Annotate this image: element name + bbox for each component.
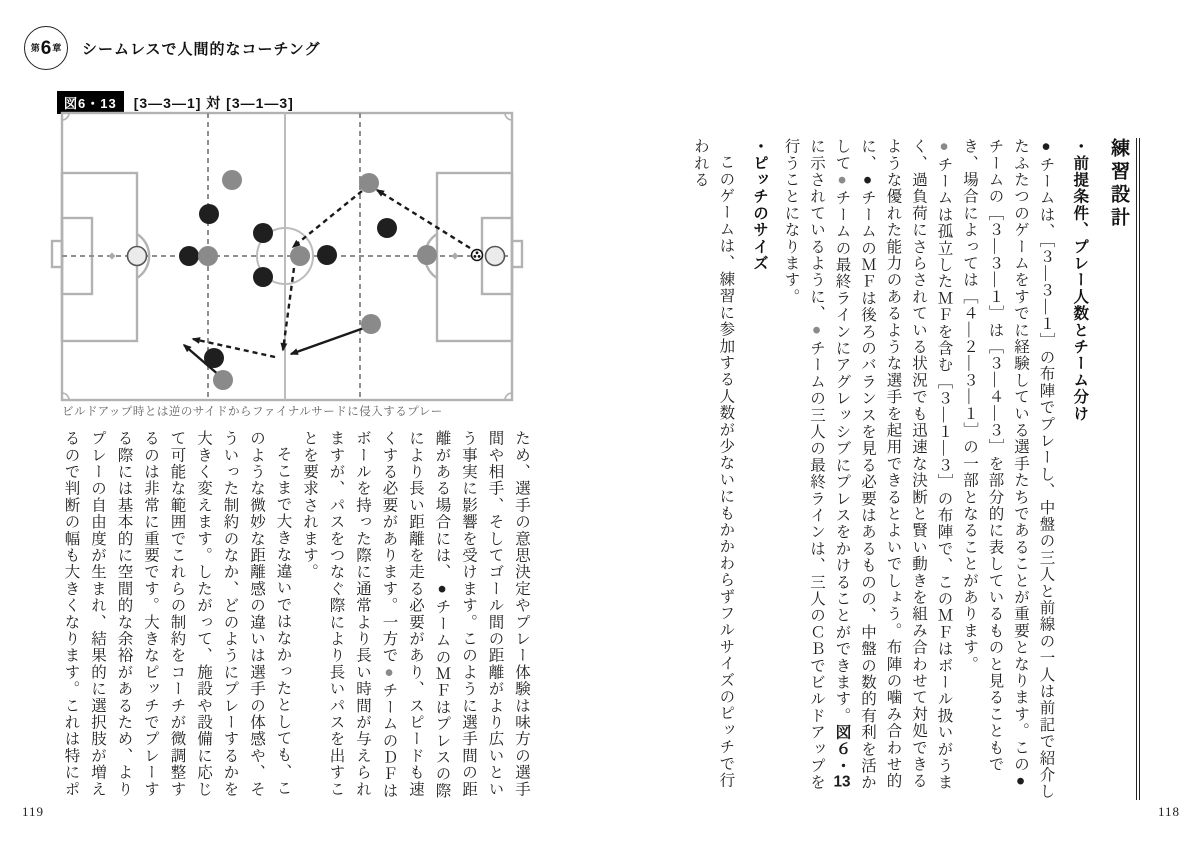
text-segment: チームの三人の最終ラインは、三人のＣＢでビルドアップを行うことになります。: [782, 138, 826, 791]
player-gray: [198, 246, 218, 266]
team-black-marker: ●: [1037, 138, 1055, 157]
page-number-left: 119: [22, 804, 45, 819]
text-segment: このゲームは、練習に参加する人数が少ないにもかかわらずフルサイズのピッチで行われる: [691, 138, 735, 789]
ball-pattern: [476, 251, 479, 254]
figure-caption: ビルドアップ時とは逆のサイドからファイナルサードに侵入するプレー: [62, 406, 443, 418]
text-segment: チームのＭＦはプレスの際により長い距離を走る必要があり、スピードも速くする必要があります。一方で: [380, 430, 451, 799]
ball-pattern: [478, 255, 481, 258]
player-gray: [361, 314, 381, 334]
players: [128, 170, 505, 390]
chapter-header: [24, 26, 321, 70]
team-gray-marker: ●: [935, 138, 953, 157]
penalty-spot: [108, 252, 115, 259]
right-page-text: [688, 138, 1140, 800]
player-black: [179, 246, 199, 266]
team-gray-marker: ●: [808, 321, 826, 340]
subsection-heading: ・ピッチのサイズ: [751, 138, 769, 272]
section-heading: 練習設計: [1106, 138, 1140, 800]
paragraph: [57, 430, 296, 802]
chapter-badge: [24, 26, 68, 70]
page-number-right: 118: [1157, 804, 1180, 819]
text-segment: チームの最終ラインにアグレッシブにプレスをかけることができます。: [833, 189, 851, 725]
text-segment: チームの［３―３―１］は［３―４―３］を部分的に表しているものと見ることもでき、場合によっては［４―２―３―１］の一部となることがあります。: [961, 138, 1004, 773]
player-black: [204, 348, 224, 368]
text-segment: そこまで大きな違いではなかったとしても、このような微妙な距離感の違いは選手の体感や、そういった制約のなか、どのようにプレーするかを大きく変えます。したがって、施設や設備に応じて可能な範囲でこれらの制約をコーチが微調整するのは非常に重要です。大きなピッチでプレーする際には基本的に空間的な余裕があるため、よりプレーの自由度が生まれ、結果的に選択肢が増えるので判断の幅も大きくなります。これは特にポ: [62, 430, 292, 798]
player-gray: [359, 173, 379, 193]
left-page-text: [52, 430, 534, 802]
play-arrows: [184, 190, 470, 376]
chapter-title: シームレスで人間的なコーチング: [82, 40, 321, 58]
goalkeeper: [128, 247, 147, 266]
chapter-suffix: 章: [52, 42, 62, 53]
player-gray: [290, 246, 310, 266]
paragraph: [957, 138, 1059, 800]
subsection-heading: ・前提条件、プレー人数とチーム分け: [1071, 138, 1089, 422]
player-black: [317, 245, 337, 265]
team-gray-marker: ●: [833, 171, 851, 190]
text-segment: に示されているように、: [808, 138, 826, 322]
team-black-marker: ●: [1012, 772, 1030, 791]
text-segment: チームのＭＦは後ろのバランスを見る必要はあるものの、中盤の数的有利を活かして: [833, 138, 877, 791]
text-segment: チームは、［３―３―１］の布陣でプレーし、中盤の三人と前線の一人は前記で紹介したふたつのゲームをすでに経験している選手たちであることが重要となります。この: [1012, 138, 1055, 800]
ball-pattern: [474, 255, 477, 258]
chapter-prefix: 第: [30, 42, 40, 53]
text-segment: チームは孤立したＭＦを含む［３―１―３］の布陣で、このＭＦはボール扱いがうまく、過負荷にさらされている状況でも迅速な決断と賢い動きを組み合わせて対処できるような優れた能力のあるような選手を起用できるとよいでしょう。布陣の噛み合わせ的に、: [859, 138, 953, 791]
run-arrow-solid: [291, 328, 364, 354]
goalkeeper: [486, 247, 505, 266]
player-black: [199, 204, 219, 224]
ball-icon: [472, 250, 483, 261]
penalty-spot: [451, 252, 458, 259]
pass-arrow-dashed: [293, 191, 362, 247]
paragraph: [778, 138, 957, 800]
player-black: [253, 223, 273, 243]
team-gray-marker: ●: [380, 663, 398, 683]
paragraph: [687, 138, 738, 800]
paragraph: [296, 430, 535, 802]
player-gray: [213, 370, 233, 390]
figure-tag: 図6・13: [57, 91, 124, 114]
figure-title: [3—3—1] 対 [3—1—3]: [133, 94, 294, 111]
text-segment: チームのＤＦはボールを持った際に通常より長い時間が与えられますが、パスをつなぐ際により長いパスを出すことを要求されます。: [301, 430, 398, 799]
team-black-marker: ●: [433, 580, 451, 599]
player-gray: [222, 170, 242, 190]
player-gray: [417, 245, 437, 265]
text-segment: 図６・: [833, 724, 851, 775]
pitch-diagram: [50, 106, 524, 407]
player-black: [377, 218, 397, 238]
player-black: [253, 267, 273, 287]
text-segment: ため、選手の意思決定やプレー体験は味方の選手間や相手、そしてゴール間の距離がより広いという事実に影響を受けます。このように選手間の距離がある場合には、: [433, 430, 530, 798]
chapter-number: 6: [40, 37, 52, 59]
text-segment: 13: [833, 774, 851, 790]
team-black-marker: ●: [859, 171, 877, 190]
